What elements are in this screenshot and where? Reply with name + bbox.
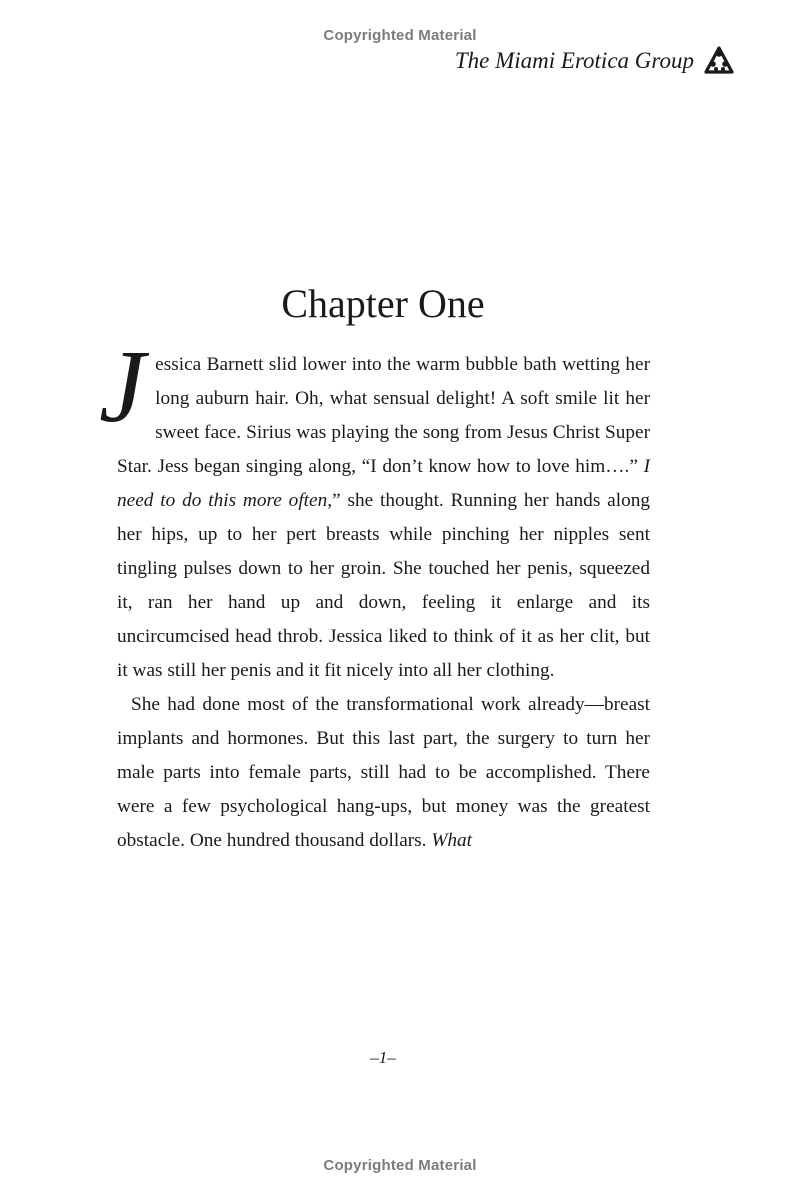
paragraph-2-italic: What xyxy=(431,830,473,851)
copyright-watermark-top: Copyrighted Material xyxy=(323,27,477,44)
chapter-body xyxy=(99,329,651,858)
paragraph-2 xyxy=(117,688,650,858)
running-head xyxy=(455,46,734,76)
page-number: –1– xyxy=(370,1048,396,1067)
drop-cap: J xyxy=(99,329,146,444)
triangle-dots-logo-icon xyxy=(704,46,734,76)
running-head-title: The Miami Erotica Group xyxy=(454,48,694,73)
paragraph-2-text: She had done most of the transformational work already—breast implants and hormones. But this last part, the surgery to turn her male parts into female parts, still had to be accomplished. There were a few psychological hang-ups, but money was the greatest obstacle. One hundred thousand dollars. xyxy=(117,694,650,851)
chapter-title: Chapter One xyxy=(281,281,485,326)
paragraph-1-text: essica Barnett slid lower into the warm bubble bath wetting her long auburn hair. Oh, what sensual delight! A soft smile lit her sweet face. Sirius was playing the song from Jesus Christ Super Star. Jess began singing along, “I don’t know how to love him….” xyxy=(117,354,650,477)
paragraph-1 xyxy=(99,329,651,688)
paragraph-1-text-cont: ” she thought. Running her hands along her hips, up to her pert breasts while pinching her nipples sent tingling pulses down to her groin. She touched her penis, squeezed it, ran her hand up and down, feeling it enlarge and its uncircumcised head throb. Jessica liked to think of it as her clit, but it was still her penis and it fit nicely into all her clothing. xyxy=(117,490,651,681)
paragraph-1-italic: I need to do this more often, xyxy=(117,456,650,511)
copyright-watermark-bottom: Copyrighted Material xyxy=(323,1157,477,1174)
